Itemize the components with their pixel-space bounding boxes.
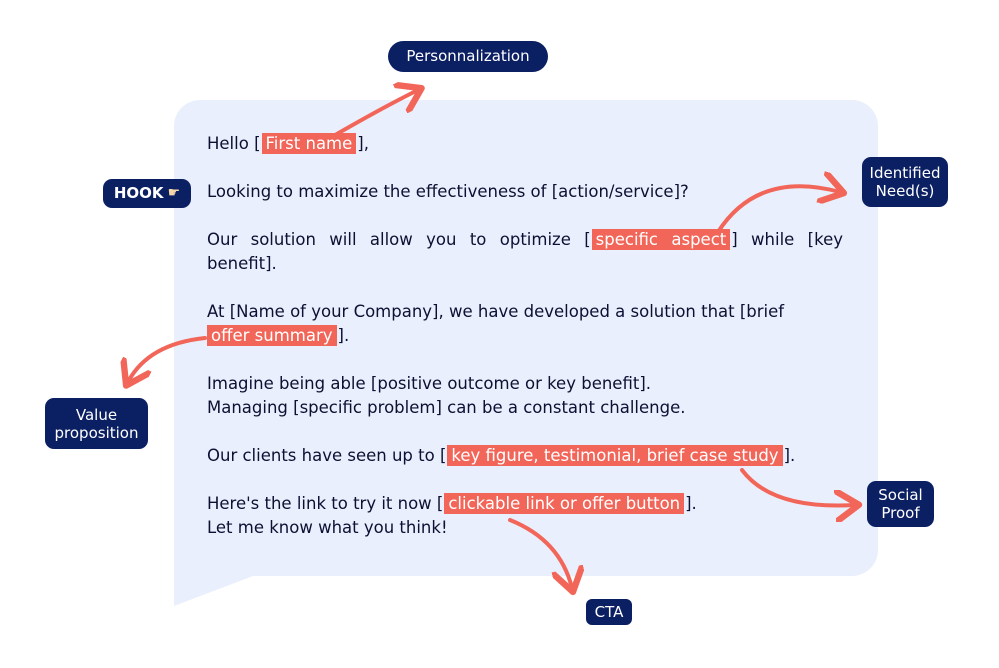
company-suffix: ]. [337, 326, 350, 345]
personalization-arrow [330, 90, 418, 138]
clickable-link-placeholder: clickable link or offer button [444, 493, 684, 514]
identified-needs-line-1: Identified [869, 164, 941, 182]
social-proof-line-2: Proof [881, 504, 920, 522]
first-name-placeholder: First name [262, 133, 357, 154]
solution-suffix: ] while [key [731, 230, 844, 249]
offer-summary-placeholder: offer summary [207, 325, 337, 346]
solution-line-2: benefit]. [207, 254, 277, 273]
pointing-hand-icon: ☛ [167, 185, 181, 201]
link-suffix: ]. [685, 494, 697, 513]
identified-needs-arrow [718, 186, 840, 232]
greeting-prefix: Hello [ [207, 134, 261, 153]
managing-line: Managing [specific problem] can be a constant challenge. [207, 398, 686, 417]
specific-aspect-placeholder: specific aspect [592, 229, 731, 250]
social-proof-line-1: Social [878, 486, 923, 504]
imagine-line: Imagine being able [positive outcome or key benefit]. [207, 374, 652, 393]
closing-line: Let me know what you think! [207, 518, 448, 537]
key-figure-placeholder: key figure, testimonial, brief case study [447, 445, 782, 466]
identified-needs-line-2: Need(s) [875, 182, 935, 200]
value-proposition-line-2: proposition [54, 423, 139, 442]
company-line: At [Name of your Company], we have developed a solution that [brief [207, 302, 785, 321]
social-proof-label [867, 481, 934, 527]
identified-needs-label [862, 157, 948, 207]
value-proposition-label [45, 398, 148, 449]
value-proposition-line-1: Value [75, 405, 118, 424]
social-proof-arrow [742, 470, 855, 506]
link-prefix: Here's the link to try it now [ [207, 494, 444, 513]
hook-label [103, 179, 191, 208]
personalization-label: Personnalization [388, 41, 548, 72]
value-proposition-arrow [128, 338, 205, 382]
greeting-suffix: ], [357, 134, 369, 153]
hook-line: Looking to maximize the effectiveness of [action/service]? [207, 182, 689, 201]
clients-prefix: Our clients have seen up to [ [207, 446, 447, 465]
solution-prefix: Our solution will allow you to optimize [ [207, 230, 591, 249]
clients-suffix: ]. [783, 446, 796, 465]
cta-label: CTA [586, 599, 632, 625]
hook-text: HOOK [113, 184, 164, 202]
cta-arrow [510, 520, 572, 588]
